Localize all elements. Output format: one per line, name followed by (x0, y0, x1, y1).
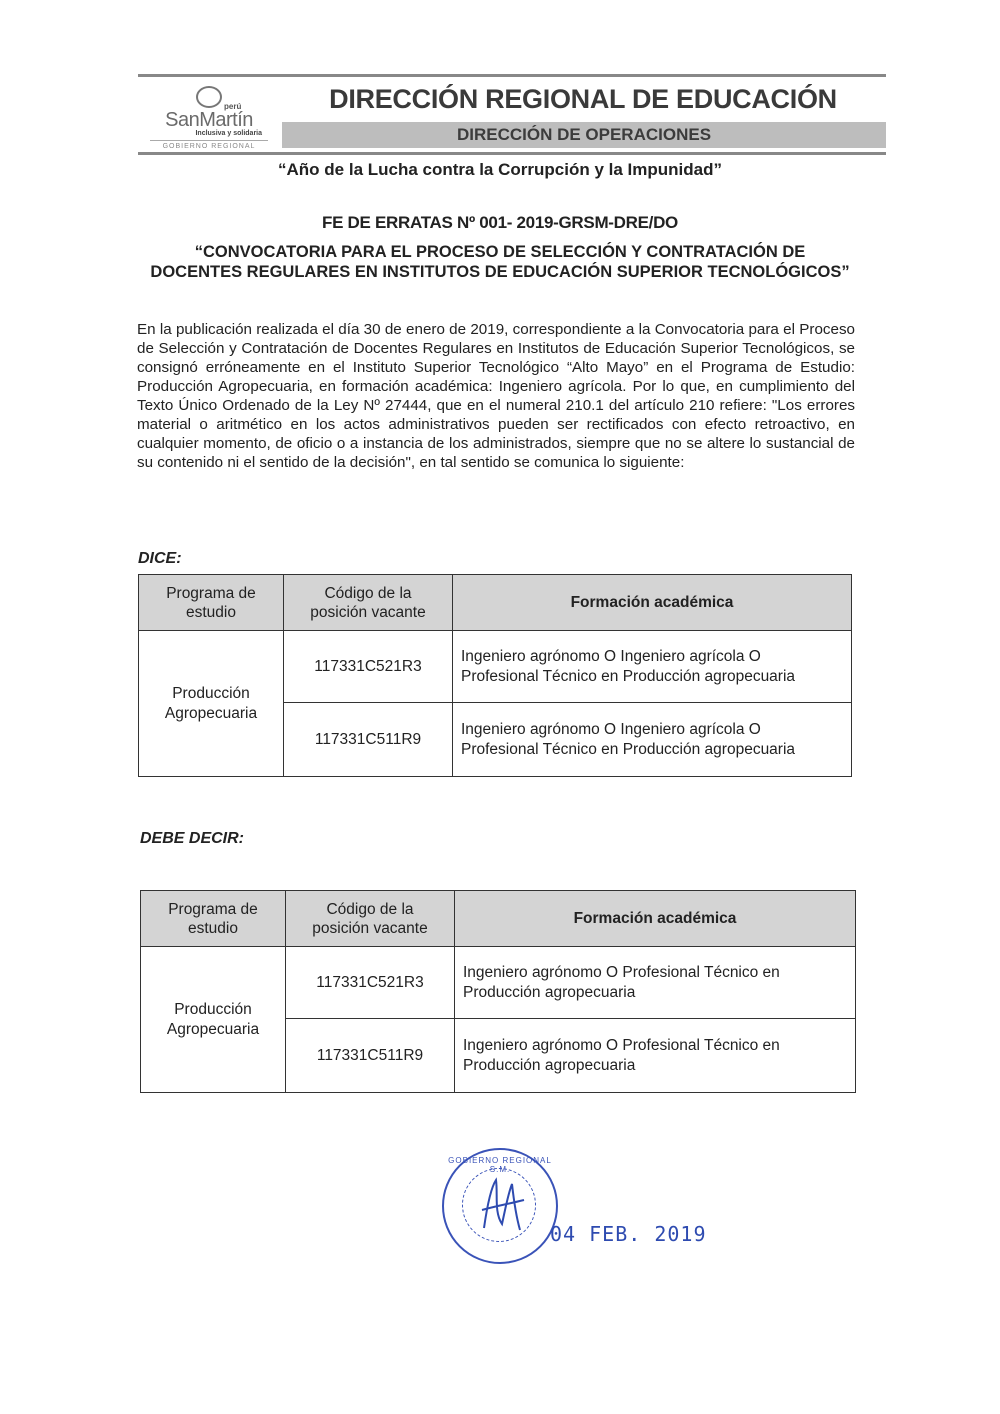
programa-cell: Producción Agropecuaria (141, 947, 286, 1093)
debe-decir-table (140, 890, 856, 1093)
body-paragraph: En la publicación realizada el día 30 de enero de 2019, correspondiente a la Convocatoria para el Proceso de Selección y Contratación de Docentes Regulares en Institutos de Educación Superior Tecnológicos, se consignó erróneamente en el Instituto Superior Tecnológico “Alto Mayo” en el Programa de Estudio: Producción Agropecuaria, en formación académica: Ingeniero agrícola. Por lo que, en cumplimiento del Texto Único Ordenado de la Ley Nº 27444, que en el numeral 210.1 del artículo 210 refiere: "Los errores material o aritmético en los actos administrativos pueden ser rectificados con efecto retroactivo, en cualquier momento, de oficio o a instancia de los administrados, siempre que no se altere lo sustancial de su contenido ni el sentido de la decisión", en tal sentido se comunica lo siguiente: (137, 321, 855, 471)
formacion-cell: Ingeniero agrónomo O Ingeniero agrícola O Profesional Técnico en Producción agropecuaria (453, 703, 852, 777)
table-row (139, 631, 852, 703)
debe-decir-label: DEBE DECIR: (140, 830, 245, 847)
formacion-cell: Ingeniero agrónomo O Profesional Técnico en Producción agropecuaria (455, 1019, 856, 1093)
convocatoria-line-2: DOCENTES REGULARES EN INSTITUTOS DE EDUCACIÓN SUPERIOR TECNOLÓGICOS” (150, 263, 850, 281)
logo-brand: SanMartín (165, 109, 253, 131)
seal-text: GOBIERNO REGIONAL S.M. (448, 1156, 552, 1174)
logo-peru: perú (224, 102, 242, 111)
header-formacion: Formación académica (453, 575, 852, 631)
programa-cell: Producción Agropecuaria (139, 631, 284, 777)
sanmartin-logo (150, 86, 268, 148)
header-programa: Programa de estudio (139, 575, 284, 631)
header-programa: Programa de estudio (141, 891, 286, 947)
emblem-icon (196, 86, 222, 108)
errata-title: FE DE ERRATAS Nº 001- 2019-GRSM-DRE/DO (322, 213, 678, 232)
logo-tagline: Inclusiva y solidaria (195, 130, 262, 137)
formacion-cell: Ingeniero agrónomo O Profesional Técnico en Producción agropecuaria (455, 947, 856, 1019)
codigo-cell: 117331C511R9 (286, 1019, 455, 1093)
codigo-cell: 117331C511R9 (284, 703, 453, 777)
header-title: DIRECCIÓN REGIONAL DE EDUCACIÓN (329, 84, 837, 114)
dice-label: DICE: (138, 550, 182, 567)
convocatoria-title (120, 242, 880, 282)
logo-gobierno: GOBIERNO REGIONAL (150, 140, 268, 150)
header-codigo: Código de la posición vacante (286, 891, 455, 947)
signature-icon (444, 1150, 556, 1262)
dice-table (138, 574, 852, 777)
header-formacion: Formación académica (455, 891, 856, 947)
table-header-row (141, 891, 856, 947)
codigo-cell: 117331C521R3 (284, 631, 453, 703)
table-header-row (139, 575, 852, 631)
header-bottom-rule (138, 152, 886, 155)
header-top-rule (138, 74, 886, 77)
year-motto: “Año de la Lucha contra la Corrupción y la Impunidad” (278, 160, 722, 179)
formacion-cell: Ingeniero agrónomo O Ingeniero agrícola O Profesional Técnico en Producción agropecuaria (453, 631, 852, 703)
codigo-cell: 117331C521R3 (286, 947, 455, 1019)
header-subtitle: DIRECCIÓN DE OPERACIONES (282, 122, 886, 148)
date-stamp: 04 FEB. 2019 (550, 1222, 707, 1246)
official-seal (442, 1148, 558, 1264)
convocatoria-line-1: “CONVOCATORIA PARA EL PROCESO DE SELECCIÓN Y CONTRATACIÓN DE (194, 243, 806, 261)
table-row (141, 947, 856, 1019)
header-codigo: Código de la posición vacante (284, 575, 453, 631)
